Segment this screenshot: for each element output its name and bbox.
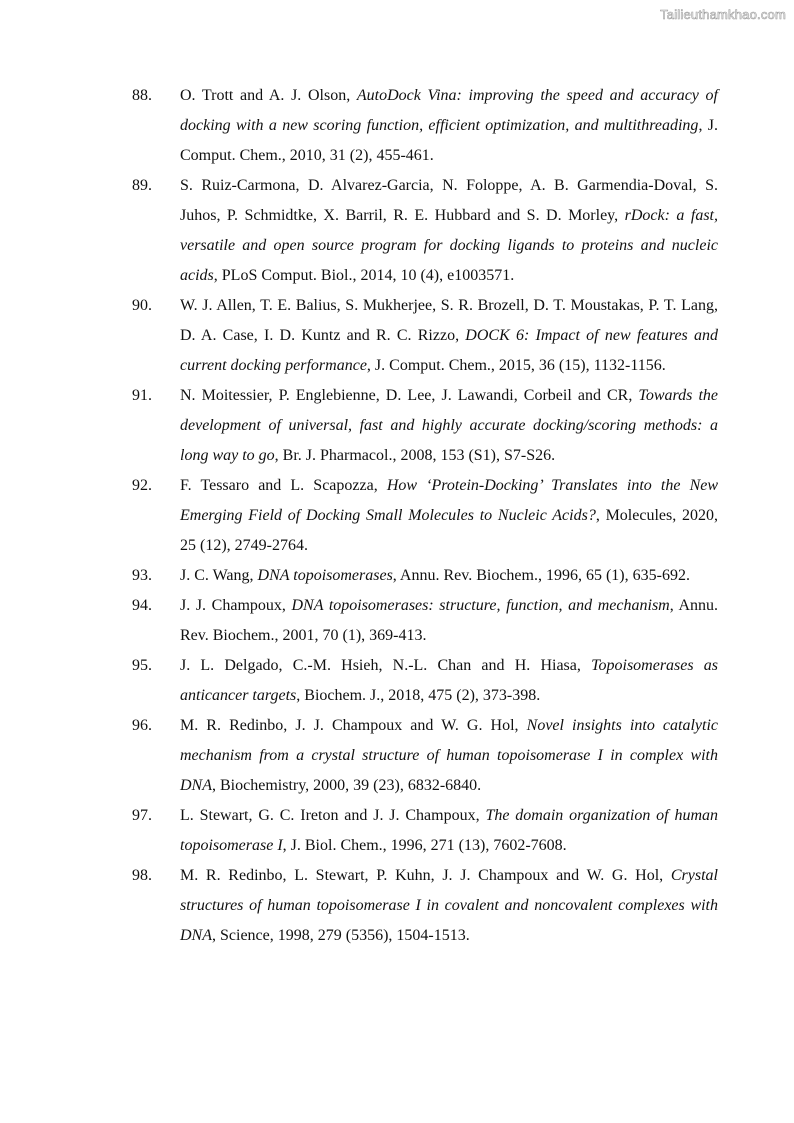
reference-text xyxy=(180,861,718,951)
reference-source: , J. Biol. Chem., 1996, 271 (13), 7602-7608. xyxy=(282,837,567,854)
reference-authors: M. R. Redinbo, L. Stewart, P. Kuhn, J. J. Champoux and W. G. Hol, xyxy=(180,867,671,884)
reference-source: , Br. J. Pharmacol., 2008, 153 (S1), S7-S26. xyxy=(274,447,556,464)
reference-text xyxy=(180,381,718,471)
reference-title: How ‘Protein-Docking’ Translates into the New Emerging Field of Docking Small Molecules to Nucleic Acids? xyxy=(180,477,719,524)
reference-authors: J. L. Delgado, C.-M. Hsieh, N.-L. Chan and H. Hiasa, xyxy=(180,657,592,674)
reference-source: , Biochemistry, 2000, 39 (23), 6832-6840. xyxy=(212,777,482,794)
reference-source: , Molecules, 2020, 25 (12), 2749-2764. xyxy=(180,507,718,554)
reference-title: rDock: a fast, versatile and open source program for docking ligands to proteins and nucleic acids xyxy=(180,207,719,284)
reference-item xyxy=(132,291,718,381)
reference-item xyxy=(132,801,718,861)
reference-text xyxy=(180,291,718,381)
reference-title: AutoDock Vina: improving the speed and accuracy of docking with a new scoring function, efficient optimization, and multithreading xyxy=(180,87,719,134)
reference-authors: J. C. Wang, xyxy=(180,567,258,584)
reference-title: DNA topoisomerases xyxy=(257,567,393,584)
reference-number: 90. xyxy=(132,297,152,314)
reference-authors: W. J. Allen, T. E. Balius, S. Mukherjee, S. R. Brozell, D. T. Moustakas, P. T. Lang, D. A. Case, I. D. Kuntz and R. C. Rizzo, xyxy=(180,297,718,344)
reference-title: Topoisomerases as anticancer targets xyxy=(180,657,719,704)
reference-item xyxy=(132,381,718,471)
reference-text xyxy=(180,561,718,591)
reference-title: DNA topoisomerases: structure, function, and mechanism xyxy=(291,597,670,614)
reference-number: 93. xyxy=(132,567,152,584)
reference-text xyxy=(180,471,718,561)
reference-authors: J. J. Champoux, xyxy=(180,597,292,614)
reference-authors: F. Tessaro and L. Scapozza, xyxy=(180,477,387,494)
reference-authors: M. R. Redinbo, J. J. Champoux and W. G. Hol, xyxy=(180,717,527,734)
reference-number: 97. xyxy=(132,807,152,824)
reference-title: The domain organization of human topoisomerase I xyxy=(180,807,718,854)
reference-text xyxy=(180,801,718,861)
reference-number: 92. xyxy=(132,477,152,494)
reference-number: 96. xyxy=(132,717,152,734)
reference-text xyxy=(180,711,718,801)
reference-authors: N. Moitessier, P. Englebienne, D. Lee, J. Lawandi, Corbeil and CR, xyxy=(180,387,639,404)
watermark: Tailieuthamkhao.com xyxy=(660,7,786,22)
reference-source: , J. Comput. Chem., 2015, 36 (15), 1132-1156. xyxy=(366,357,666,374)
reference-number: 94. xyxy=(132,597,152,614)
reference-item xyxy=(132,861,718,951)
reference-number: 88. xyxy=(132,87,152,104)
reference-authors: O. Trott and A. J. Olson, xyxy=(180,87,357,104)
reference-item xyxy=(132,171,718,291)
reference-source: , J. Comput. Chem., 2010, 31 (2), 455-461. xyxy=(180,117,718,164)
reference-number: 91. xyxy=(132,387,152,404)
reference-authors: S. Ruiz-Carmona, D. Alvarez-Garcia, N. Foloppe, A. B. Garmendia-Doval, S. Juhos, P. Schmidtke, X. Barril, R. E. Hubbard and S. D. Morley, xyxy=(180,177,718,224)
reference-item xyxy=(132,651,718,711)
reference-source: , Biochem. J., 2018, 475 (2), 373-398. xyxy=(296,687,541,704)
reference-item xyxy=(132,471,718,561)
reference-item xyxy=(132,81,718,171)
reference-text xyxy=(180,171,718,291)
reference-number: 89. xyxy=(132,177,152,194)
reference-source: , Science, 1998, 279 (5356), 1504-1513. xyxy=(212,927,470,944)
reference-title: DOCK 6: Impact of new features and current docking performance xyxy=(180,327,719,374)
reference-title: Towards the development of universal, fast and highly accurate docking/scoring methods: a long way to go xyxy=(180,387,718,464)
reference-text xyxy=(180,81,718,171)
reference-list xyxy=(132,81,718,951)
reference-text xyxy=(180,651,718,711)
reference-title: Crystal structures of human topoisomerase I in covalent and noncovalent complexes with DNA xyxy=(180,867,718,944)
reference-title: Novel insights into catalytic mechanism from a crystal structure of human topoisomerase I in complex with DNA xyxy=(180,717,718,794)
reference-item xyxy=(132,711,718,801)
reference-source: , Annu. Rev. Biochem., 1996, 65 (1), 635-692. xyxy=(392,567,690,584)
reference-item xyxy=(132,591,718,651)
reference-source: , PLoS Comput. Biol., 2014, 10 (4), e1003571. xyxy=(213,267,515,284)
reference-source: , Annu. Rev. Biochem., 2001, 70 (1), 369-413. xyxy=(180,597,719,644)
reference-item xyxy=(132,561,718,591)
reference-text xyxy=(180,591,718,651)
reference-authors: L. Stewart, G. C. Ireton and J. J. Champoux, xyxy=(180,807,486,824)
reference-number: 98. xyxy=(132,867,152,884)
reference-number: 95. xyxy=(132,657,152,674)
